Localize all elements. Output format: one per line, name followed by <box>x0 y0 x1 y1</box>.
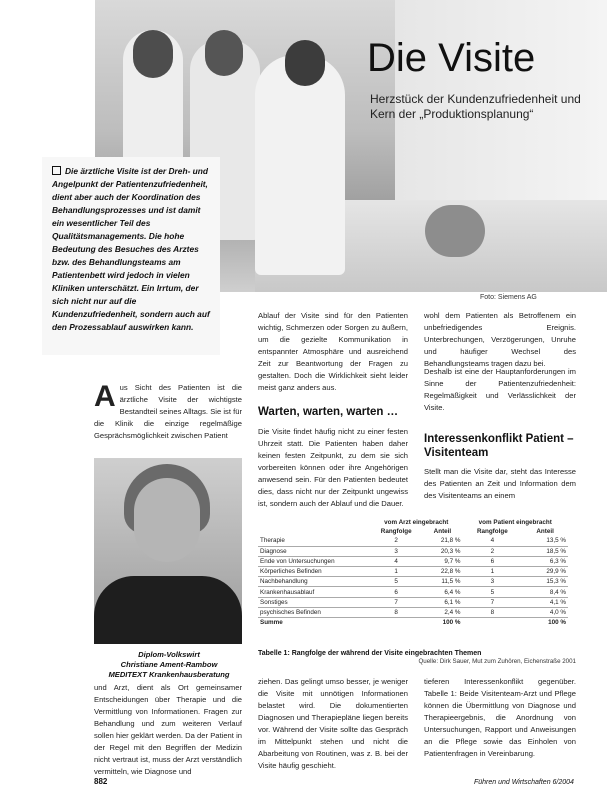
table-sub-rank-2: Rangfolge <box>476 528 508 535</box>
table-row <box>258 536 568 546</box>
row-rank-doctor: 5 <box>370 577 422 587</box>
row-label: Diagnose <box>258 546 370 556</box>
row-rank-doctor: 2 <box>370 536 422 546</box>
row-rank-patient: 7 <box>463 597 523 607</box>
table-group-patient: vom Patient eingebracht <box>478 519 552 526</box>
table-row <box>258 577 568 587</box>
col3-paragraph-3: Stellt man die Visite dar, steht das Interesse des Patienten an Zeit und Information dem des Visitenteams an einem <box>424 467 576 500</box>
row-share-doctor: 20,3 % <box>422 546 462 556</box>
portrait-face <box>134 478 200 562</box>
table-sub-share-1: Anteil <box>433 528 452 535</box>
sum-label: Summe <box>260 619 283 627</box>
row-share-doctor: 2,4 % <box>422 607 462 617</box>
row-rank-patient: 1 <box>463 567 523 577</box>
row-rank-patient: 4 <box>463 536 523 546</box>
row-label: psychisches Befinden <box>258 607 370 617</box>
row-share-patient: 18,5 % <box>522 546 568 556</box>
row-rank-patient: 8 <box>463 607 523 617</box>
row-share-patient: 6,3 % <box>522 556 568 566</box>
row-rank-patient: 6 <box>463 556 523 566</box>
row-rank-patient: 3 <box>463 577 523 587</box>
square-bullet-icon <box>52 166 61 175</box>
row-share-patient: 4,0 % <box>522 607 568 617</box>
table-caption: Tabelle 1: Rangfolge der während der Visite eingebrachten Themen <box>258 650 482 657</box>
intro-box <box>42 157 220 355</box>
hero-doctor-2 <box>255 55 345 275</box>
sum-doctor: 100 % <box>442 619 461 627</box>
table-group-doctor: vom Arzt eingebracht <box>384 519 449 526</box>
table-sub-share-2: Anteil <box>536 528 554 535</box>
row-share-doctor: 22,8 % <box>422 567 462 577</box>
row-rank-doctor: 8 <box>370 607 422 617</box>
row-label: Therapie <box>258 536 370 546</box>
row-rank-doctor: 7 <box>370 597 422 607</box>
journal-name: Führen und Wirtschaften 6/2004 <box>474 779 574 786</box>
col2-bottom-paragraph: ziehen. Das gelingt umso besser, je weniger die Visite mit unnötigen Informationen belastet wird. Die dokumentierten Diagnosen und Therapiepläne liegen bereits vor. Während der Visite sollte das Gespräch im Mittelpunkt stehen und nicht die Abarbeitung von Routinen, was z. B. bei der Visite häufig geschieht. <box>258 677 408 770</box>
page-number: 882 <box>94 777 108 786</box>
row-label: Sonstiges <box>258 597 370 607</box>
author-portrait <box>94 458 242 644</box>
col2-paragraph-1: Ablauf der Visite sind für den Patienten wichtig, Schmerzen oder Sorgen zu äußern, um die gezielte Kommunikation in entspannter Atmosphäre und ausreichend Zeit zur Beantwortung der Fragen zu gestalten. Doch die Wirklichkeit sieht leider meist ganz anders aus. <box>258 311 408 392</box>
col1-text-1: us Sicht des Patienten ist die ärztliche Visite der wichtigste Bestandteil seines Alltags. Sie ist für die Klinik die einzige regelmäßige Gesprächsmöglichkeit zwischen Patient <box>94 383 242 440</box>
row-rank-patient: 5 <box>463 587 523 597</box>
row-share-patient: 29,9 % <box>522 567 568 577</box>
portrait-caption-line-1: Diplom-Volkswirt <box>138 650 200 659</box>
page-title: Die Visite <box>367 36 536 80</box>
row-rank-patient: 2 <box>463 546 523 556</box>
col3-paragraph-2: Deshalb ist eine der Hauptanforderungen im Sinne der Patientenzufriedenheit: Regelmäßigkeit und Verlässlichkeit der Visite. <box>424 367 576 412</box>
hero-doctor-2-head <box>285 40 325 86</box>
row-label: Krankenhausablauf <box>258 587 370 597</box>
row-share-doctor: 9,7 % <box>422 556 462 566</box>
row-label: Ende von Untersuchungen <box>258 556 370 566</box>
col1-paragraph-1 <box>94 382 242 442</box>
row-share-patient: 4,1 % <box>522 597 568 607</box>
row-rank-doctor: 6 <box>370 587 422 597</box>
row-share-doctor: 21,8 % <box>422 536 462 546</box>
col2-paragraph-2: Die Visite findet häufig nicht zu einer festen Uhrzeit statt. Die Patienten haben daher keinen festen Zeitpunkt, zu dem sie sich vorbereiten können oder ihre Angehörigen anwesend sein. Für den Patienten bedeutet dies, dass nicht nur der Zeitpunkt ungewiss ist, sondern auch der Ablauf und die Dauer. <box>258 427 408 508</box>
row-rank-doctor: 3 <box>370 546 422 556</box>
table-row <box>258 597 568 607</box>
row-share-doctor: 6,4 % <box>422 587 462 597</box>
drop-cap: A <box>94 380 116 413</box>
row-label: Körperliches Befinden <box>258 567 370 577</box>
row-share-patient: 15,3 % <box>522 577 568 587</box>
row-label: Nachbehandlung <box>258 577 370 587</box>
intro-text: Die ärztliche Visite ist der Dreh- und Angelpunkt der Patientenzufriedenheit, dient aber auch der Koordination des Behandlungsprozesses und ist damit ein wesentlicher Teil des Qualitätsmanagements. Die hohe Bedeutung des Besuches des Arztes bzw. des Behandlungsteams am Patientenbett wird jedoch in vielen Kliniken unterschätzt. Ein Irrtum, der sich nicht nur auf die Kundenzufriedenheit, sondern auch auf den Prozessablauf auswirken kann. <box>52 166 210 332</box>
portrait-caption-line-2: Christiane Ament-Rambow <box>120 660 218 669</box>
table-sum-row <box>258 618 568 628</box>
table-row <box>258 587 568 597</box>
table-row <box>258 567 568 577</box>
portrait-caption-line-3: MEDITEXT Krankenhausberatung <box>108 670 230 679</box>
hero-nurse-head <box>133 30 173 78</box>
col3-paragraph-1: wohl dem Patienten als Betroffenem ein unbefriedigendes Ereignis. Unterbrechungen, Verzögerungen, Unruhe und häufiger Wechsel des Behandlungsteams tragen dazu bei. <box>424 311 576 368</box>
col2-heading: Warten, warten, warten … <box>258 406 399 418</box>
topics-table <box>258 518 568 628</box>
table-source: Quelle: Dirk Sauer, Mut zum Zuhören, Eichenstraße 2001 <box>418 658 576 665</box>
hero-patient <box>425 205 485 257</box>
page-subtitle: Herzstück der Kundenzufriedenheit und Kern der „Produktionsplanung“ <box>370 92 581 121</box>
portrait-body <box>94 576 242 644</box>
sum-patient: 100 % <box>548 619 566 627</box>
col3-heading: Interessenkonflikt Patient – Visitenteam <box>424 433 574 459</box>
table-row <box>258 546 568 556</box>
row-share-doctor: 11,5 % <box>422 577 462 587</box>
row-share-patient: 8,4 % <box>522 587 568 597</box>
table-row <box>258 607 568 617</box>
col1-paragraph-2: und Arzt, dient als Ort gemeinsamer Entscheidungen über Therapie und die Vermittlung von Informationen. Fragen zur Behandlung und zum weiteren Verlauf sollen hier geklärt werden. Da der Patient in der Regel mit den Begriffen der Medizin nicht vertraut ist, muss der Arzt verständlich vermitteln, wie Diagnose und <box>94 683 242 776</box>
row-rank-doctor: 4 <box>370 556 422 566</box>
row-share-patient: 13,5 % <box>522 536 568 546</box>
table-row <box>258 556 568 566</box>
table-sub-rank-1: Rangfolge <box>380 528 412 535</box>
hero-doctor-1-head <box>205 30 243 76</box>
portrait-caption <box>94 650 244 680</box>
photo-credit: Foto: Siemens AG <box>480 294 537 301</box>
row-rank-doctor: 1 <box>370 567 422 577</box>
col3-bottom-paragraph: tieferen Interessenkonflikt gegenüber. Tabelle 1: Beide Visitenteam-Arzt und Pflege können die Übermittlung von Diagnose und Therapieergebnis, die Anordnung von Untersuchungen, Rapport und Anweisungen an die Pflege sowie das Einholen von Patientenfragen in Vereinbarung. <box>424 677 576 758</box>
row-share-doctor: 6,1 % <box>422 597 462 607</box>
